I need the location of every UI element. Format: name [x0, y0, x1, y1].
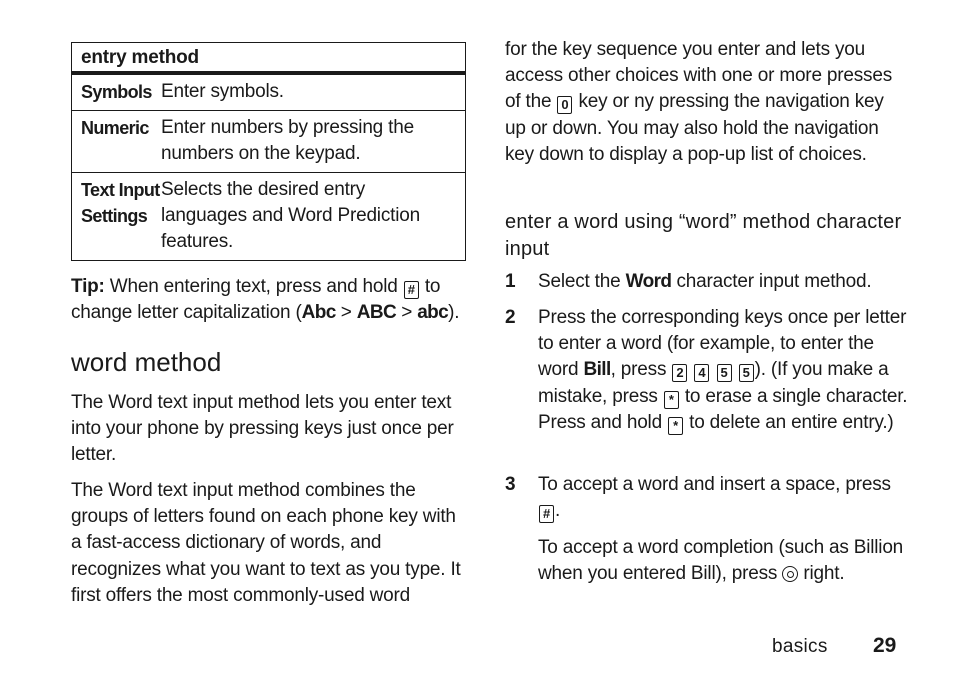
step-text-part: , press	[610, 359, 672, 381]
mode-abc-lower: abc	[417, 302, 449, 324]
tip-text: ).	[448, 302, 460, 324]
zero-key-icon: 0	[557, 96, 572, 114]
step-text	[538, 472, 908, 524]
key-5-icon: 5	[717, 364, 732, 382]
key-2-icon: 2	[672, 364, 687, 382]
hash-key-icon: #	[404, 281, 419, 299]
navigation-key-icon	[782, 566, 798, 582]
table-desc: Selects the desired entry languages and Word Prediction features.	[161, 173, 466, 261]
hash-key-icon: #	[539, 505, 554, 523]
paragraph: The Word text input method lets you enter text into your phone by pressing keys just once per letter.	[71, 392, 454, 466]
step-text-part: Select the	[538, 271, 626, 292]
star-key-icon: *	[668, 417, 683, 435]
table-key: Symbols	[72, 73, 162, 111]
key-4-icon: 4	[694, 364, 709, 382]
sub-heading: enter a word using “word” method character input	[505, 211, 902, 260]
tip-paragraph	[71, 274, 471, 326]
step-text-part: .	[555, 500, 561, 522]
word-mode-label: Word	[625, 271, 672, 292]
table-key-line: Text Input	[81, 180, 160, 200]
footer-section-label: basics	[772, 636, 828, 657]
paragraph: The Word text input method combines the groups of letters found on each phone key with a fast-access dictionary of words, and recognizes what you want to text as you type. It first offers the most commonly-used word	[71, 480, 461, 606]
key-5-icon: 5	[739, 364, 754, 382]
tip-separator: >	[396, 302, 418, 324]
step-text-part: To accept a word completion (such as Billion when you entered Bill), press	[538, 537, 904, 585]
table-row	[72, 73, 466, 111]
step-number: 1	[505, 271, 516, 292]
table-desc: Enter symbols.	[161, 73, 466, 111]
example-word: Bill	[583, 359, 611, 381]
table-key	[72, 173, 162, 261]
table-key-line: Settings	[81, 206, 148, 226]
step-number: 3	[505, 474, 516, 495]
step-text	[538, 535, 908, 587]
tip-label: Tip:	[71, 276, 105, 297]
paragraph-text: for the key sequence you enter and lets you access other choices with one or more presses of the	[505, 39, 893, 113]
step-text-part: Press the corresponding keys once per letter to enter a word (for example, to enter the word	[538, 307, 907, 381]
table-key: Numeric	[72, 111, 162, 173]
step-text	[538, 269, 908, 295]
table-desc: Enter numbers by pressing the numbers on the keypad.	[161, 111, 466, 173]
table-row	[72, 111, 466, 173]
step-number: 2	[505, 307, 516, 328]
step-text-part: to delete an entire entry.)	[684, 411, 894, 433]
step-text-part: ). (If you make a mistake, press	[538, 359, 889, 407]
step-text-part: right.	[798, 563, 845, 585]
table-header: entry method	[72, 43, 466, 74]
table-header-row	[72, 43, 466, 74]
star-key-icon: *	[664, 391, 679, 409]
entry-method-table	[71, 42, 466, 261]
paragraph-text: key or ny pressing the navigation key up or down. You may also hold the navigation key down to display a pop-up list of choices.	[505, 91, 884, 165]
mode-ABC: ABC	[356, 302, 397, 324]
step-text	[538, 305, 908, 436]
step-text-part: to erase a single character. Press and hold	[538, 385, 908, 433]
page-number: 29	[873, 634, 897, 657]
mode-abc: Abc	[301, 302, 336, 324]
step-text-part: character input method.	[671, 271, 872, 292]
tip-text: When entering text, press and hold	[104, 276, 403, 297]
table-row	[72, 173, 466, 261]
tip-text: to change letter capitalization (	[71, 276, 441, 324]
tip-separator: >	[335, 302, 357, 324]
section-heading: word method	[71, 347, 222, 377]
paragraph	[505, 37, 905, 168]
step-text-part: To accept a word and insert a space, press	[538, 474, 891, 495]
